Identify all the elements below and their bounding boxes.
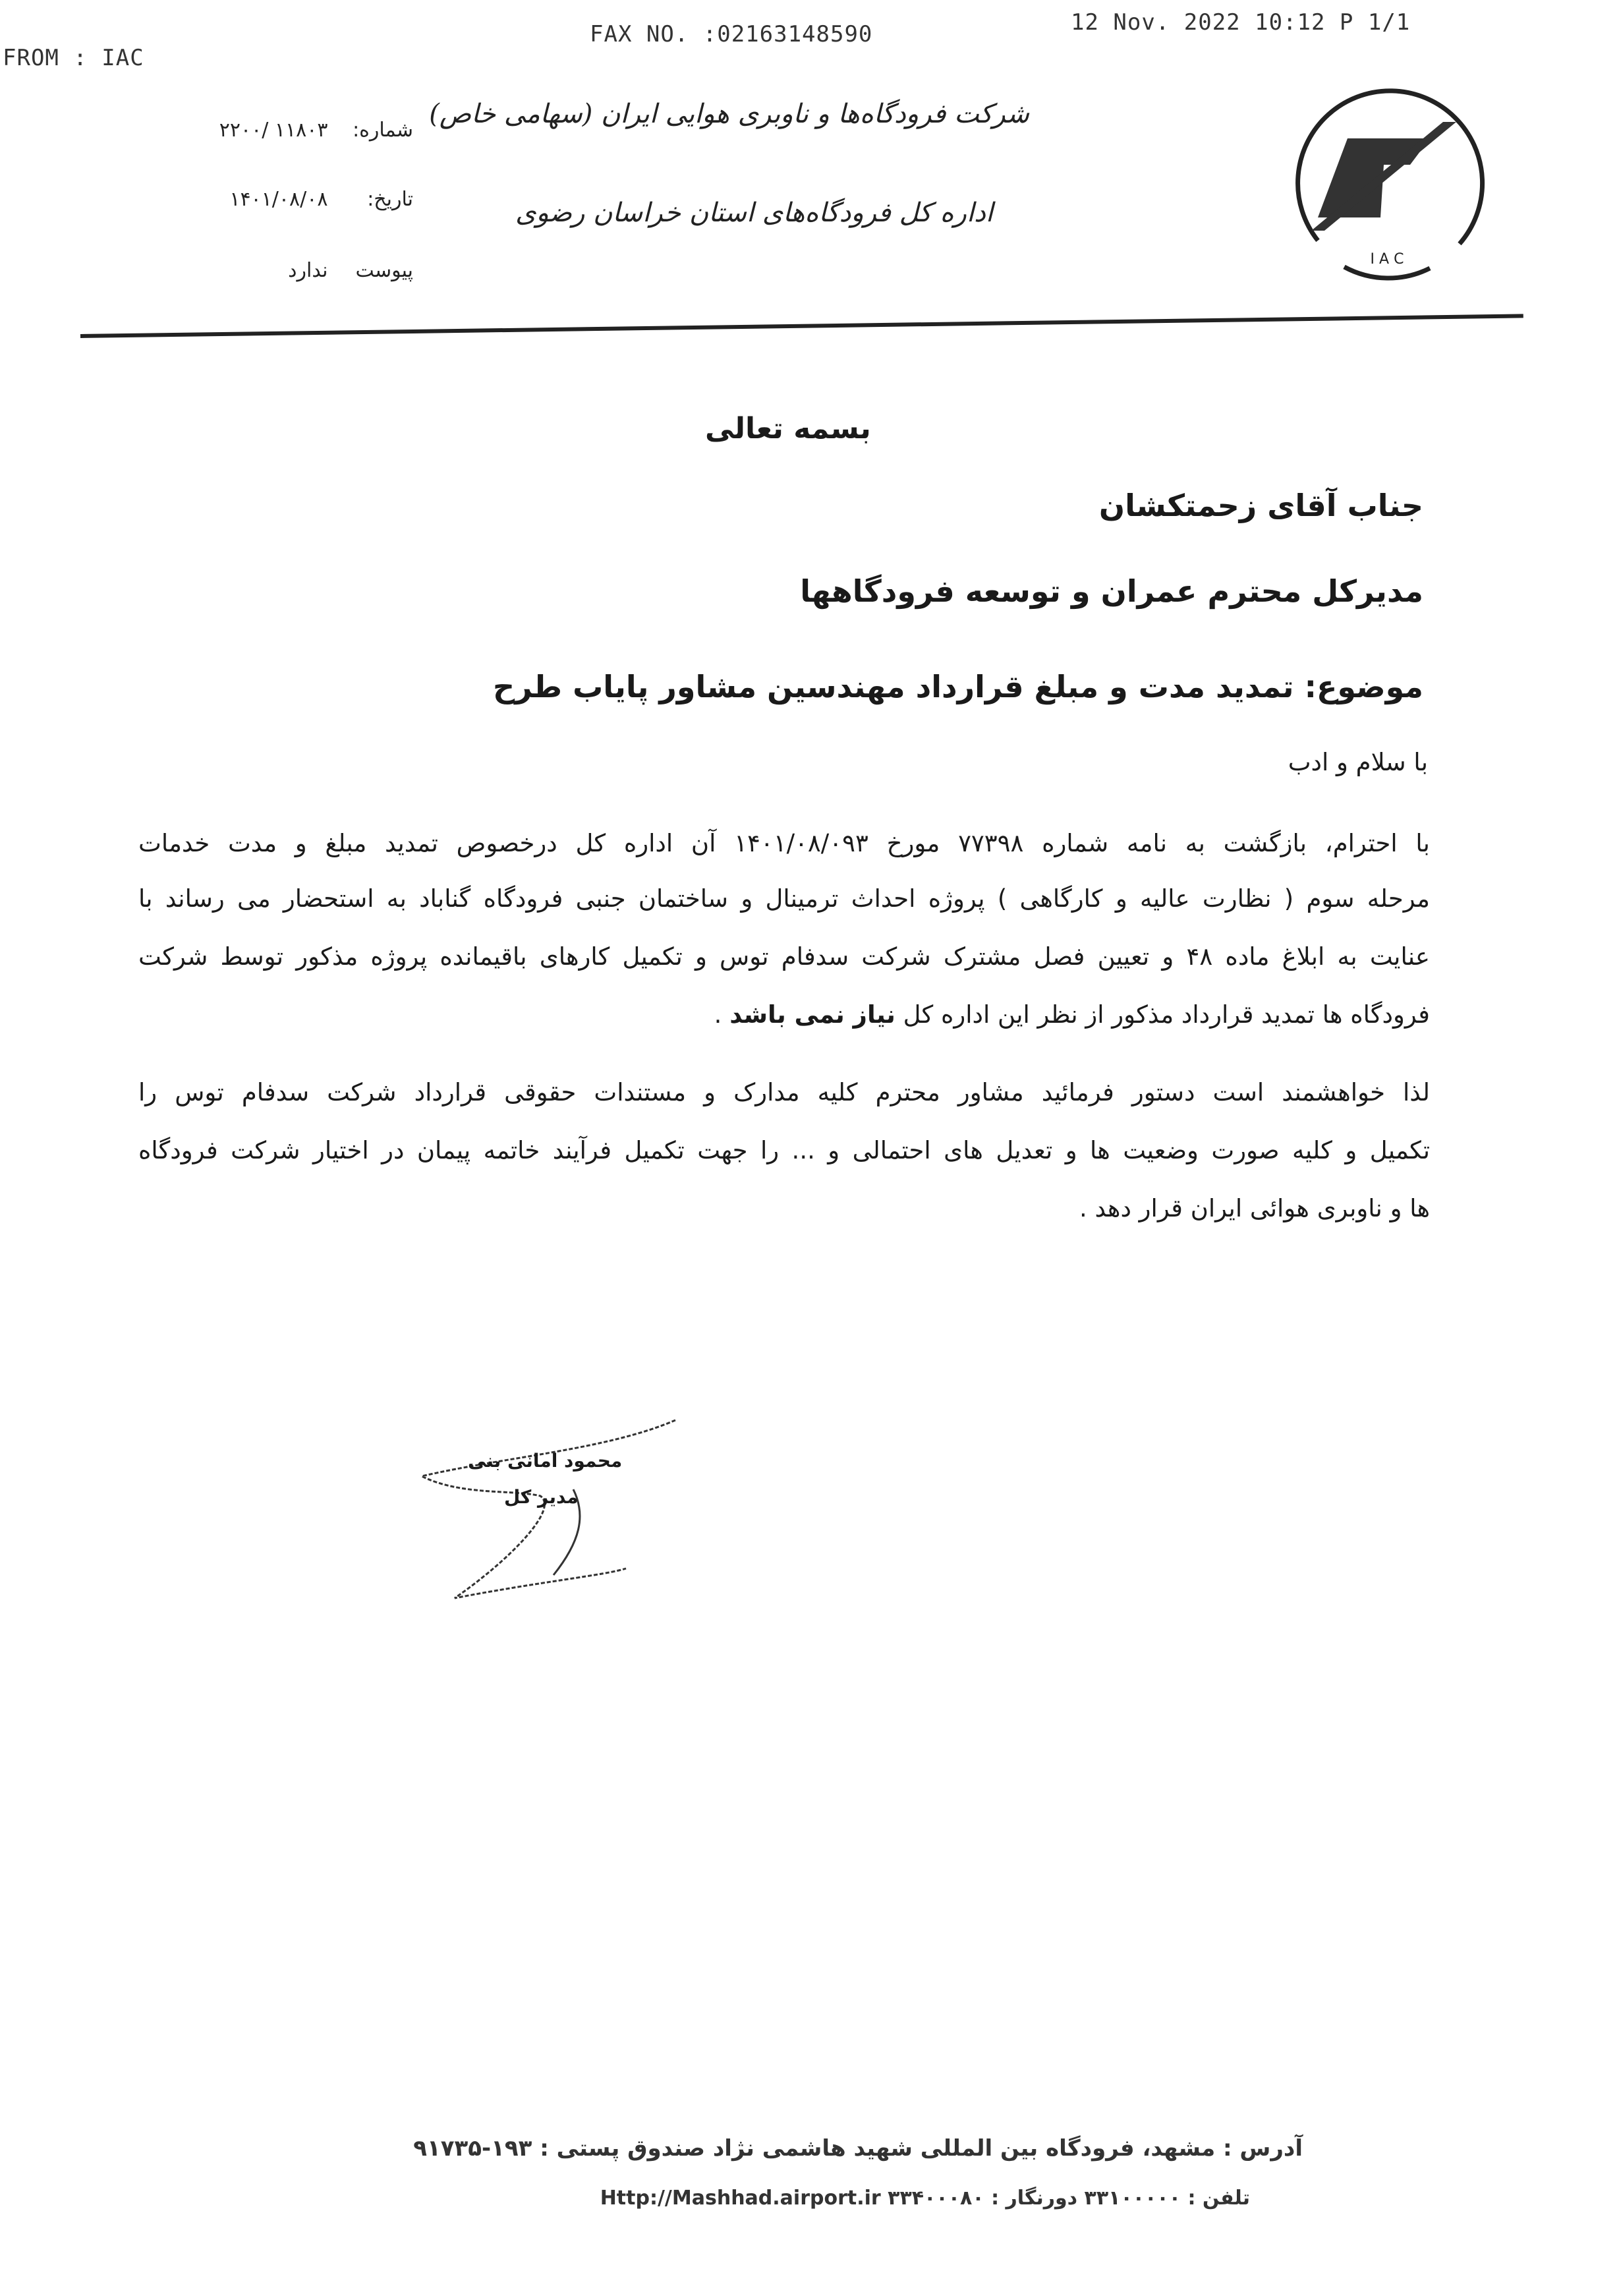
iac-logo [1278,76,1496,293]
fax-number: FAX NO. :02163148590 [590,21,873,47]
fax-from: FROM : IAC [3,45,144,71]
date-label: تاریخ: [367,188,413,211]
letter-attachment [288,259,413,282]
department-name: اداره کل فرودگاه‌های استان خراسان رضوی [515,198,993,228]
number-value: ۱۱۸۰۳ /۲۲۰۰ [219,119,328,142]
fax-datetime: 12 Nov. 2022 10:12 P 1/1 [1071,9,1411,36]
footer-contact: تلفن : ۳۳۱۰۰۰۰۰ دورنگار : ۳۳۴۰۰۰۸۰ Http://Mashhad.airport.ir [600,2187,1250,2210]
footer-address: آدرس : مشهد، فرودگاه بین المللی شهید هاشمی نژاد صندوق پستی : ۱۹۳-۹۱۷۳۵ [413,2135,1303,2162]
letter-number [219,119,413,142]
letter-date [229,188,413,211]
company-name: شرکت فرودگاه‌ها و ناوبری هوایی ایران (سهامی خاص) [429,99,1029,129]
paragraph-line: تکمیل و کلیه صورت وضعیت ها و تعدیل های احتمالی و ... را جهت تکمیل فرآیند خاتمه پیمان در اختیار شرکت فرودگاه [138,1136,1430,1164]
paragraph-line: لذا خواهشمند است دستور فرمائید مشاور محترم کلیه مدارک و مستندات حقوقی قرارداد شرکت سدفام توس را [138,1078,1430,1106]
paragraph-line: ها و ناوبری هوائی ایران قرار دهد . [1079,1194,1430,1222]
attachment-value: ندارد [288,259,328,282]
recipient: جناب آقای زحمتکشان [1098,488,1423,523]
signatory-title: مدیر کل [504,1486,579,1508]
paragraph-line: عنایت به ابلاغ ماده ۴۸ و تعیین فصل مشترک شرکت سدفام توس و تکمیل کارهای باقیمانده پروژه مذکور توسط شرکت [138,942,1430,971]
paragraph-emphasis: نیاز نمی باشد [729,1000,895,1029]
greeting: با سلام و ادب [1288,748,1428,776]
paragraph-line [138,1000,1430,1029]
paragraph-end: . [714,1000,730,1029]
logo-text: I A C [1370,251,1404,268]
header-divider [80,314,1523,338]
date-value: ۱۴۰۱/۰۸/۰۸ [229,188,328,211]
signatory-name: محمود امانی بنی [468,1450,623,1472]
attachment-label: پیوست [355,259,413,282]
paragraph-text: فرودگاه ها تمدید قرارداد مذکور از نظر این اداره کل [903,1000,1430,1029]
paragraph-line: با احترام، بازگشت به نامه شماره ۷۷۳۹۸ مورخ ۱۴۰۱/۰۸/۰۹۳ آن اداره کل درخصوص تمدید مبلغ و مدت خدمات [138,829,1430,857]
number-label: شماره: [353,119,413,142]
recipient-title: مدیرکل محترم عمران و توسعه فرودگاهها [800,573,1423,609]
invocation: بسمه تعالی [705,412,871,445]
subject: موضوع: تمدید مدت و مبلغ قرارداد مهندسین مشاور پایاب طرح [492,669,1423,704]
paragraph-line: مرحله سوم ( نظارت عالیه و کارگاهی ) پروژه احداث ترمینال و ساختمان جنبی فرودگاه گناباد به استحضار می رساند با [138,884,1430,913]
signature [409,1410,685,1608]
